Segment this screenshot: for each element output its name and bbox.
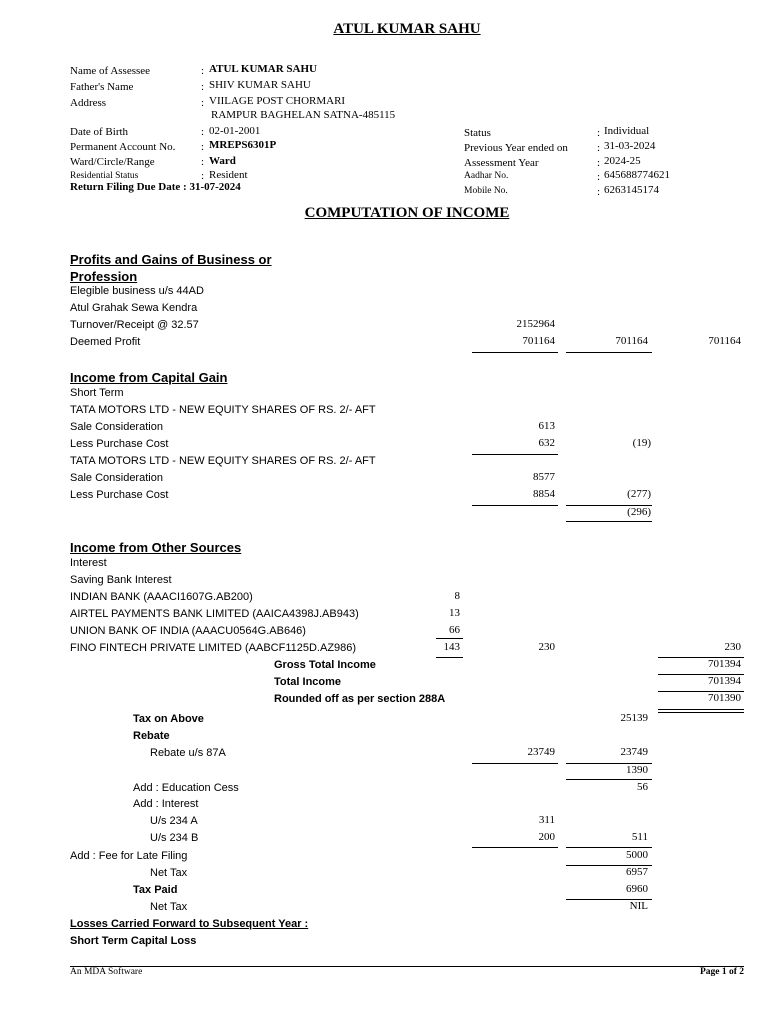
cg-item-name: TATA MOTORS LTD - NEW EQUITY SHARES OF RS. 2/- AFT [70, 404, 376, 416]
gross-total-amount: 701394 [708, 658, 741, 670]
cg-cost-amount: 632 [538, 437, 555, 449]
other-sources-heading: Income from Other Sources [70, 540, 242, 555]
footer-rule [70, 966, 744, 967]
colon: : [597, 171, 601, 183]
value-residential: Resident [209, 169, 248, 181]
value-pan: MREPS6301P [209, 139, 277, 151]
tax-above-amount: 25139 [620, 712, 648, 724]
label-ward: Ward/Circle/Range [70, 156, 155, 168]
fee-label: Add : Fee for Late Filing [70, 850, 188, 862]
colon: : [597, 157, 601, 169]
value-ward: Ward [209, 155, 236, 167]
colon: : [597, 127, 601, 139]
u234a-label: U/s 234 A [150, 815, 198, 827]
value-address-line2: RAMPUR BAGHELAN SATNA-485115 [211, 109, 396, 121]
business-row: Turnover/Receipt @ 32.57 [70, 319, 199, 331]
label-mobile: Mobile No. [464, 186, 508, 196]
interest-total-amount: 511 [631, 831, 648, 843]
colon: : [201, 141, 205, 153]
bank-amount: 66 [449, 624, 460, 636]
interest-label: Interest [70, 557, 107, 569]
rule [566, 847, 652, 848]
label-assessment-year: Assessment Year [464, 157, 539, 169]
cg-cost-label: Less Purchase Cost [70, 489, 169, 501]
value-name: ATUL KUMAR SAHU [209, 63, 317, 75]
cg-cost-amount: 8854 [533, 488, 555, 500]
colon: : [597, 142, 601, 154]
interest-add-label: Add : Interest [133, 798, 199, 810]
software-name: An MDA Software [70, 967, 143, 977]
rule [472, 763, 558, 764]
label-name: Name of Assessee [70, 65, 151, 77]
total-income-amount: 701394 [708, 675, 741, 687]
u234b-label: U/s 234 B [150, 832, 199, 844]
value-assessment-year: 2024-25 [604, 155, 641, 167]
deemed-profit-c: 701164 [522, 335, 555, 347]
cg-item-name: TATA MOTORS LTD - NEW EQUITY SHARES OF RS. 2/- AFT [70, 455, 376, 467]
net-tax2-label: Net Tax [150, 901, 188, 913]
colon: : [201, 126, 205, 138]
business-row: Elegible business u/s 44AD [70, 285, 204, 297]
value-status: Individual [604, 125, 650, 137]
page-title: ATUL KUMAR SAHU [333, 21, 481, 37]
business-row: Deemed Profit [70, 336, 141, 348]
value-mobile: 6263145174 [604, 184, 659, 196]
bank-name: UNION BANK OF INDIA (AAACU0564G.AB646) [70, 625, 306, 637]
colon: : [201, 156, 205, 168]
u234a-amount: 311 [538, 814, 555, 826]
tax-paid-label: Tax Paid [133, 884, 178, 896]
bank-amount: 13 [449, 607, 460, 619]
computation-title: COMPUTATION OF INCOME [304, 205, 510, 221]
value-prev-year: 31-03-2024 [604, 140, 656, 152]
losses-heading: Losses Carried Forward to Subsequent Year : [70, 918, 309, 930]
value-aadhar: 645688774621 [604, 169, 670, 181]
business-heading-line1: Profits and Gains of Business or [70, 252, 272, 267]
saving-bank-label: Saving Bank Interest [70, 574, 172, 586]
other-sources-subtotal: 230 [538, 641, 555, 653]
after-rebate-amount: 1390 [626, 764, 648, 776]
net-tax-label: Net Tax [150, 867, 188, 879]
total-income-label: Total Income [274, 676, 342, 688]
gross-total-label: Gross Total Income [274, 659, 376, 671]
tax-above-label: Tax on Above [133, 713, 204, 725]
short-term-loss-label: Short Term Capital Loss [70, 935, 197, 947]
label-aadhar: Aadhar No. [464, 171, 509, 181]
colon: : [201, 81, 205, 93]
cess-label: Add : Education Cess [133, 782, 239, 794]
rounded-amount: 701390 [708, 692, 741, 704]
bank-name: INDIAN BANK (AAACI1607G.AB200) [70, 591, 253, 603]
label-status: Status [464, 127, 491, 139]
rule [472, 505, 558, 506]
bank-name: FINO FINTECH PRIVATE LIMITED (AABCF1125D.AZ986) [70, 642, 357, 654]
u234b-amount: 200 [538, 831, 555, 843]
rebate-label: Rebate [133, 730, 170, 742]
label-prev-year: Previous Year ended on [464, 142, 568, 154]
colon: : [201, 65, 205, 77]
label-dob: Date of Birth [70, 126, 129, 138]
bank-name: AIRTEL PAYMENTS BANK LIMITED (AAICA4398J.AB943) [70, 608, 359, 620]
label-father: Father's Name [70, 81, 134, 93]
tax-paid-amount: 6960 [626, 883, 648, 895]
rule [566, 521, 652, 522]
value-father: SHIV KUMAR SAHU [209, 79, 311, 91]
rule [436, 638, 463, 639]
cess-amount: 56 [637, 781, 648, 793]
rule [566, 352, 652, 353]
rebate87-c: 23749 [527, 746, 555, 758]
cg-sale-amount: 613 [538, 420, 555, 432]
cg-total: (296) [627, 506, 651, 518]
page-number: Page 1 of 2 [699, 967, 744, 977]
cg-result: (277) [627, 488, 651, 500]
label-residential: Residential Status [70, 171, 139, 181]
double-rule [658, 709, 744, 713]
cg-cost-label: Less Purchase Cost [70, 438, 169, 450]
other-sources-total: 230 [724, 641, 741, 653]
label-address: Address [70, 97, 107, 109]
bank-amount: 143 [443, 641, 460, 653]
colon: : [201, 97, 205, 109]
net-tax-amount: 6957 [626, 866, 648, 878]
rule [472, 352, 558, 353]
short-term-label: Short Term [70, 387, 124, 399]
rebate87-d: 23749 [620, 746, 648, 758]
due-date: Return Filing Due Date : 31-07-2024 [70, 181, 241, 193]
cg-result: (19) [632, 437, 651, 449]
value-dob: 02-01-2001 [209, 125, 261, 137]
cg-sale-label: Sale Consideration [70, 472, 163, 484]
deemed-profit-e: 701164 [708, 335, 741, 347]
colon: : [201, 170, 205, 182]
colon: : [597, 186, 601, 198]
cg-sale-label: Sale Consideration [70, 421, 163, 433]
rule [472, 454, 558, 455]
label-pan: Permanent Account No. [70, 141, 176, 153]
rule [436, 657, 463, 658]
net-tax2-amount: NIL [629, 900, 648, 912]
turnover-amount: 2152964 [516, 318, 555, 330]
cg-sale-amount: 8577 [533, 471, 555, 483]
rounded-label: Rounded off as per section 288A [274, 693, 446, 705]
capital-gain-heading: Income from Capital Gain [70, 370, 228, 385]
rebate87-label: Rebate u/s 87A [150, 747, 226, 759]
rule [472, 847, 558, 848]
value-address-line1: VIILAGE POST CHORMARI [209, 95, 346, 107]
business-row: Atul Grahak Sewa Kendra [70, 302, 198, 314]
business-heading-line2: Profession [70, 269, 138, 284]
deemed-profit-d: 701164 [615, 335, 648, 347]
rule [566, 779, 652, 780]
fee-amount: 5000 [626, 849, 648, 861]
bank-amount: 8 [454, 590, 460, 602]
